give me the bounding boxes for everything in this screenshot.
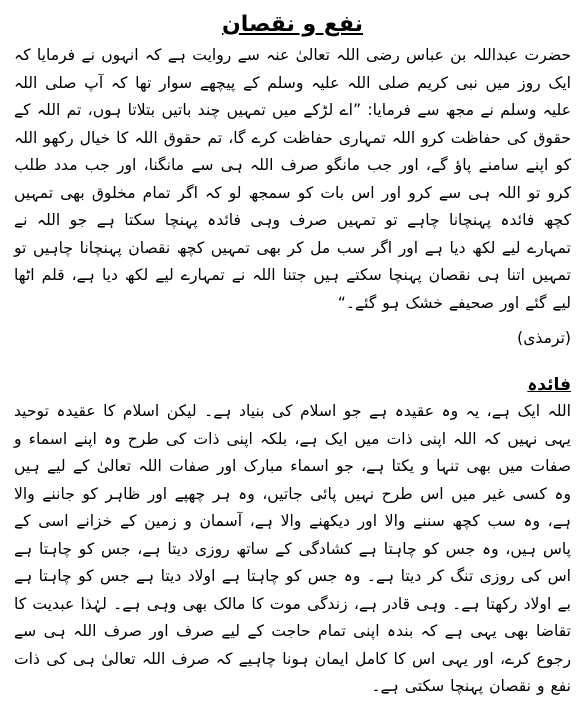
page-title: نفع و نقصان (222, 12, 363, 37)
hadith-reference: (ترمذی) (517, 329, 571, 347)
section-heading: فائدہ (527, 375, 571, 395)
benefit-text: اللہ ایک ہے، یہ وہ عقیدہ ہے جو اسلام کی بنیاد ہے۔ لیکن اسلام کا عقیدہ توحید یہی نہیں کہ اللہ اپنی ذات میں ایک ہے، بلکہ اپنی ذات کی طرح وہ اپنے اسماء و صفات میں بھی تنہا و یکتا ہے، جو اسماء مبارک اور صفات اللہ تعالیٰ کے لیے ہیں وہ کسی غیر میں اس طرح نہیں پائی جاتیں، وہ ہر چھپے اور ظاہر کو جاننے والا ہے، وہ سب کچھ سننے والا اور دیکھنے والا ہے، آسمان و زمین کے خزانے اسی کے پاس ہیں، وہ جس کو چاہتا ہے کشادگی کے ساتھ روزی دیتا ہے، جس کو چاہتا ہے اس کی روزی تنگ کر دیتا ہے۔ وہ جس کو چاہتا ہے اولاد دیتا ہے جس کو چاہتا ہے بے اولاد رکھتا ہے۔ وہی قادر ہے، زندگی موت کا مالک بھی وہی ہے۔ لہٰذا عبدیت کا تقاضا بھی یہی ہے کہ بندہ اپنی تمام حاجت کے لیے صرف اور صرف اللہ ہی سے رجوع کرے، اور یہی اس کا کامل ایمان ہونا چاہیے کہ صرف اللہ تعالیٰ ہی کی ذات نفع و نقصان پہنچا سکتی ہے۔ (14, 402, 571, 695)
hadith-text: حضرت عبداللہ بن عباس رضی اللہ تعالیٰ عنہ سے روایت ہے کہ انہوں نے فرمایا کہ ایک روز میں نبی کریم صلی اللہ علیہ وسلم کے پیچھے سوار تھا کہ آپ صلی اللہ علیہ وسلم نے مجھ سے فرمایا: ”اے لڑکے میں تمہیں چند باتیں بتلاتا ہوں، تم اللہ کے حقوق کی حفاظت کرو اللہ تمہاری حفاظت کرے گا، تم حقوق اللہ کا خیال رکھو اللہ کو اپنے سامنے پاؤ گے، اور جب مانگو صرف اللہ ہی سے مانگنا، اور جب مدد طلب کرو تو اللہ ہی سے کرو اور اس بات کو سمجھ لو کہ اگر تمام مخلوق بھی تمہیں کچھ فائدہ پہنچانا چاہے تو تمہیں صرف وہی فائدہ پہنچا سکتا ہے جو اللہ نے تمہارے لیے لکھ دیا ہے اور اگر سب مل کر بھی تمہیں کچھ نقصان پہنچانا چاہیں تو تمہیں اتنا ہی نقصان پہنچا سکتے ہیں جتنا اللہ نے تمہارے لیے لکھ دیا ہے، قلم اٹھا لیے گئے اور صحیفے خشک ہو گئے۔“ (14, 46, 571, 312)
